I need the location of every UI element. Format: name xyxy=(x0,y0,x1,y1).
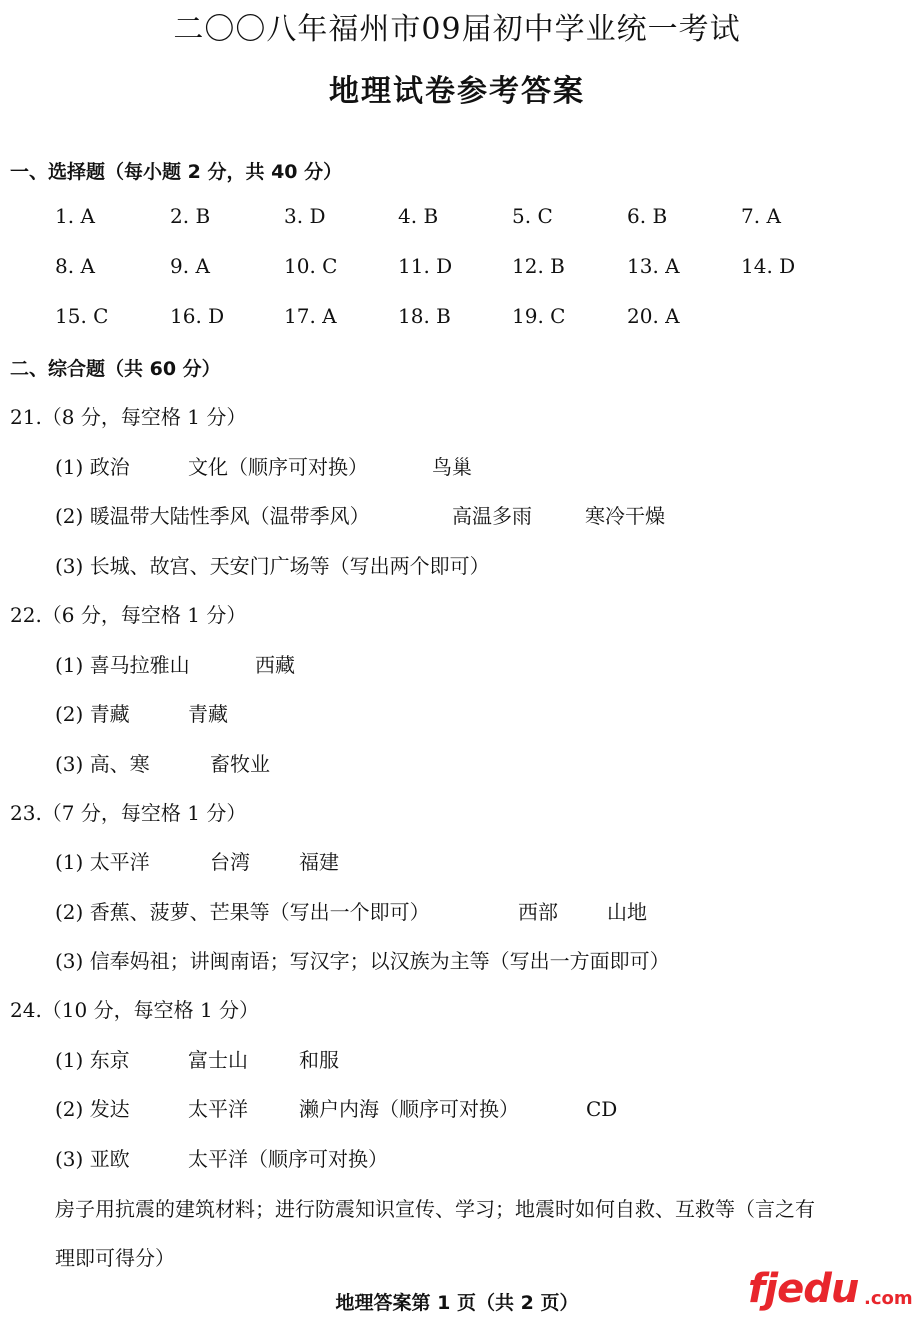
answer-blank: 寒冷干燥 xyxy=(585,504,665,528)
answer-blank: 太平洋（顺序可对换） xyxy=(188,1147,388,1171)
mc-answer: 17. A xyxy=(284,304,337,328)
mc-answer: 10. C xyxy=(284,254,338,278)
mc-answer: 14. D xyxy=(741,254,796,278)
answer-blank: 鸟巢 xyxy=(432,455,472,479)
answer-blank: 台湾 xyxy=(210,850,250,874)
mc-answer: 18. B xyxy=(398,304,451,328)
mc-answer: 3. D xyxy=(284,204,326,228)
q22-answer-line-1 xyxy=(55,649,295,678)
answer-blank: 太平洋 xyxy=(188,1097,248,1121)
mc-answer: 12. B xyxy=(512,254,565,278)
mc-answer: 19. C xyxy=(512,304,566,328)
q24-answer-line-2 xyxy=(55,1093,617,1122)
page-footer: 地理答案第 1 页（共 2 页） xyxy=(335,1292,579,1314)
answer-blank: (3) 高、寒 xyxy=(55,752,150,776)
answer-blank: (1) 太平洋 xyxy=(55,850,150,874)
q22-answer-line-2 xyxy=(55,698,228,727)
mc-answer: 4. B xyxy=(398,204,439,228)
answer-blank: (2) 青藏 xyxy=(55,702,130,726)
answer-blank: (2) 暖温带大陆性季风（温带季风） xyxy=(55,504,370,528)
answer-blank: CD xyxy=(586,1097,618,1121)
mc-answer: 11. D xyxy=(398,254,453,278)
answer-blank: (1) 东京 xyxy=(55,1048,130,1072)
answer-blank: 畜牧业 xyxy=(210,752,270,776)
q21-answer-line-2 xyxy=(55,500,665,529)
q23-answer-line-1 xyxy=(55,846,339,875)
mc-answer: 16. D xyxy=(170,304,225,328)
mc-answer: 13. A xyxy=(627,254,680,278)
q23-answer-line-3 xyxy=(55,945,670,974)
answer-blank: 濑户内海（顺序可对换） xyxy=(299,1097,519,1121)
question-24-header: 24.（10 分，每空格 1 分） xyxy=(10,998,260,1022)
q21-answer-line-3 xyxy=(55,550,490,579)
answer-key-title: 地理试卷参考答案 xyxy=(329,74,585,109)
question-21-header: 21.（8 分，每空格 1 分） xyxy=(10,405,247,429)
q21-answer-line-1 xyxy=(55,451,472,480)
section-multiple-choice-title: 一、选择题（每小题 2 分，共 40 分） xyxy=(10,161,343,183)
answer-blank: (1) 政治 xyxy=(55,455,130,479)
mc-answer: 8. A xyxy=(55,254,95,278)
q24-answer-line-1 xyxy=(55,1044,339,1073)
answer-blank: 富士山 xyxy=(188,1048,248,1072)
answer-blank: 和服 xyxy=(299,1048,339,1072)
exam-title: 二〇〇八年福州市09届初中学业统一考试 xyxy=(173,12,741,47)
mc-answer: 5. C xyxy=(512,204,553,228)
mc-answer: 20. A xyxy=(627,304,680,328)
q24-answer-line-4: 房子用抗震的建筑材料；进行防震知识宣传、学习；地震时如何自救、互救等（言之有 xyxy=(55,1197,815,1221)
logo-suffix-text: .com xyxy=(864,1288,913,1309)
answer-blank: 西藏 xyxy=(255,653,295,677)
question-23-header: 23.（7 分，每空格 1 分） xyxy=(10,801,247,825)
answer-blank: (3) 信奉妈祖；讲闽南语；写汉字；以汉族为主等（写出一方面即可） xyxy=(55,949,670,973)
q24-answer-line-5: 理即可得分） xyxy=(55,1246,175,1270)
answer-blank: 高温多雨 xyxy=(452,504,532,528)
mc-answer: 7. A xyxy=(741,204,781,228)
mc-answer: 6. B xyxy=(627,204,668,228)
mc-answer: 15. C xyxy=(55,304,109,328)
logo-main-text: fjedu xyxy=(748,1266,859,1312)
answer-blank: (1) 喜马拉雅山 xyxy=(55,653,190,677)
section-comprehensive-title: 二、综合题（共 60 分） xyxy=(10,358,221,380)
answer-blank: (2) 香蕉、菠萝、芒果等（写出一个即可） xyxy=(55,900,430,924)
answer-blank: 青藏 xyxy=(188,702,228,726)
q23-answer-line-2 xyxy=(55,896,647,925)
answer-blank: 山地 xyxy=(607,900,647,924)
answer-blank: (2) 发达 xyxy=(55,1097,130,1121)
question-22-header: 22.（6 分，每空格 1 分） xyxy=(10,603,247,627)
mc-answer: 1. A xyxy=(55,204,95,228)
answer-blank: (3) 亚欧 xyxy=(55,1147,130,1171)
answer-blank: 西部 xyxy=(518,900,558,924)
site-logo xyxy=(748,1266,913,1318)
q22-answer-line-3 xyxy=(55,748,270,777)
answer-blank: 文化（顺序可对换） xyxy=(188,455,368,479)
mc-answer: 2. B xyxy=(170,204,211,228)
answer-blank: 福建 xyxy=(299,850,339,874)
mc-answer: 9. A xyxy=(170,254,210,278)
q24-answer-line-3 xyxy=(55,1143,388,1172)
answer-blank: (3) 长城、故宫、天安门广场等（写出两个即可） xyxy=(55,554,490,578)
